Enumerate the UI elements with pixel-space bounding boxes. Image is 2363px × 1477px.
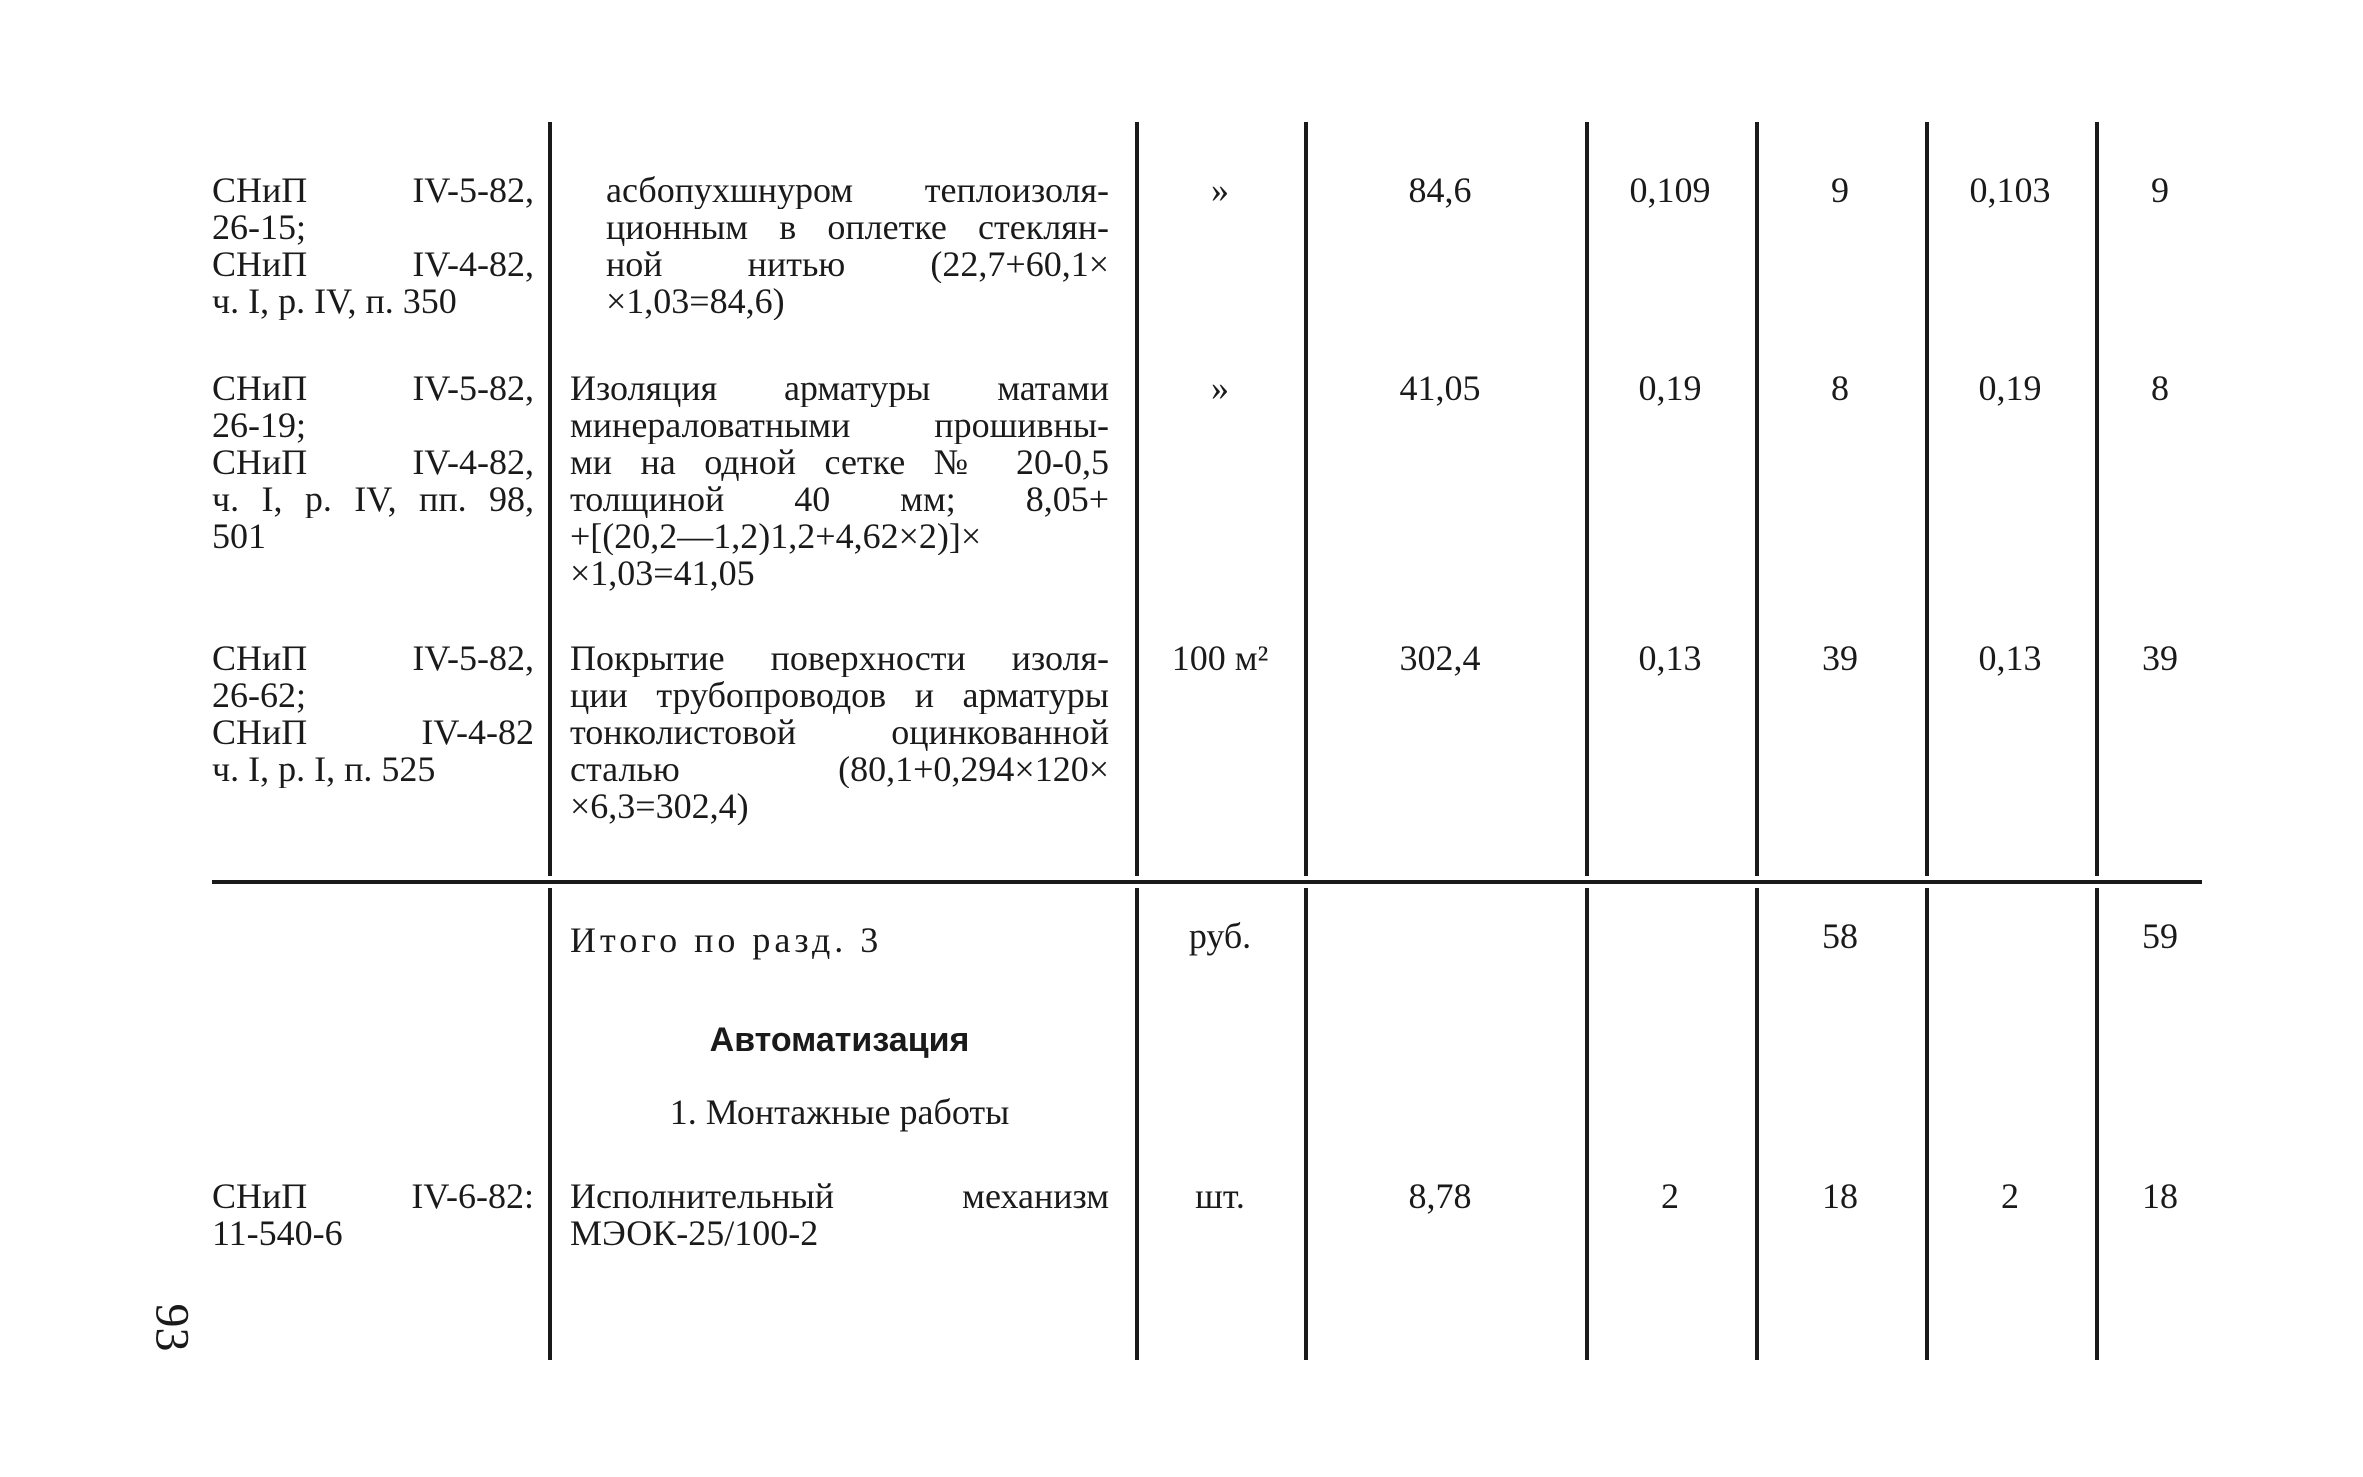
col-rule-4 (1585, 122, 1589, 876)
row3-c4: 39 (2142, 638, 2178, 678)
row1-description: асбопухшнуром теплоизоля- ционным в оплетке стеклян- ной нитью (22,7+60,1× ×1,03=84,6) (606, 172, 1109, 320)
row3-description: Покрытие поверхности изоля- ции трубопроводов и арматуры тонколистовой оцинкованной сталью (80,1+0,294×120× ×6,3=302,4) (570, 640, 1109, 825)
row1-unit: » (1211, 170, 1229, 210)
row2-quantity: 41,05 (1399, 368, 1481, 408)
row4-c3: 2 (2001, 1176, 2019, 1216)
col-rule-5b (1755, 888, 1759, 1360)
row3-quantity: 302,4 (1399, 638, 1481, 678)
row4-quantity: 8,78 (1408, 1176, 1472, 1216)
row4-reference: СНиП IV-6-82: 11-540-6 (212, 1178, 534, 1252)
col-rule-6b (1925, 888, 1929, 1360)
row4-c1: 2 (1661, 1176, 1679, 1216)
row1-c3: 0,103 (1969, 170, 2051, 210)
col-rule-1 (548, 122, 552, 876)
subsection-title: 1. Монтажные работы (669, 1092, 1010, 1132)
row4-unit: шт. (1195, 1176, 1245, 1216)
row3-unit: 100 м² (1171, 638, 1269, 678)
col-rule-3b (1304, 888, 1308, 1360)
col-rule-1b (548, 888, 552, 1360)
section-divider (212, 880, 2202, 884)
row2-c2: 8 (1831, 368, 1849, 408)
col-rule-2 (1135, 122, 1139, 876)
total-c2: 58 (1822, 916, 1858, 956)
row3-c2: 39 (1822, 638, 1858, 678)
row2-reference: СНиП IV-5-82, 26-19; СНиП IV-4-82, ч. I, р. IV, пп. 98, 501 (212, 370, 534, 555)
section-title: Автоматизация (709, 1021, 970, 1059)
col-rule-5 (1755, 122, 1759, 876)
col-rule-4b (1585, 888, 1589, 1360)
row1-c2: 9 (1831, 170, 1849, 210)
row3-c1: 0,13 (1638, 638, 1702, 678)
total-c4: 59 (2142, 916, 2178, 956)
page-number: 93 (145, 1303, 199, 1352)
row4-c2: 18 (1822, 1176, 1858, 1216)
row1-c1: 0,109 (1629, 170, 1711, 210)
row4-description: Исполнительный механизм МЭОК-25/100-2 (570, 1178, 1109, 1252)
row2-c4: 8 (2151, 368, 2169, 408)
col-rule-3 (1304, 122, 1308, 876)
total-label: Итого по разд. 3 (570, 920, 883, 960)
row2-unit: » (1211, 368, 1229, 408)
row2-c3: 0,19 (1978, 368, 2042, 408)
row4-c4: 18 (2142, 1176, 2178, 1216)
row1-c4: 9 (2151, 170, 2169, 210)
row1-reference: СНиП IV-5-82, 26-15; СНиП IV-4-82, ч. I, р. IV, п. 350 (212, 172, 534, 320)
col-rule-6 (1925, 122, 1929, 876)
row2-description: Изоляция арматуры матами минераловатными прошивны- ми на одной сетке № 20-0,5 толщиной 40 мм; 8,05+ +[(20,2—1,2)1,2+4,62×2)]× ×1,03=41,05 (570, 370, 1109, 592)
row3-reference: СНиП IV-5-82, 26-62; СНиП IV-4-82 ч. I, р. I, п. 525 (212, 640, 534, 788)
row3-c3: 0,13 (1978, 638, 2042, 678)
col-rule-2b (1135, 888, 1139, 1360)
total-unit: руб. (1188, 916, 1252, 956)
col-rule-7b (2095, 888, 2099, 1360)
row1-quantity: 84,6 (1408, 170, 1472, 210)
col-rule-7 (2095, 122, 2099, 876)
row2-c1: 0,19 (1638, 368, 1702, 408)
